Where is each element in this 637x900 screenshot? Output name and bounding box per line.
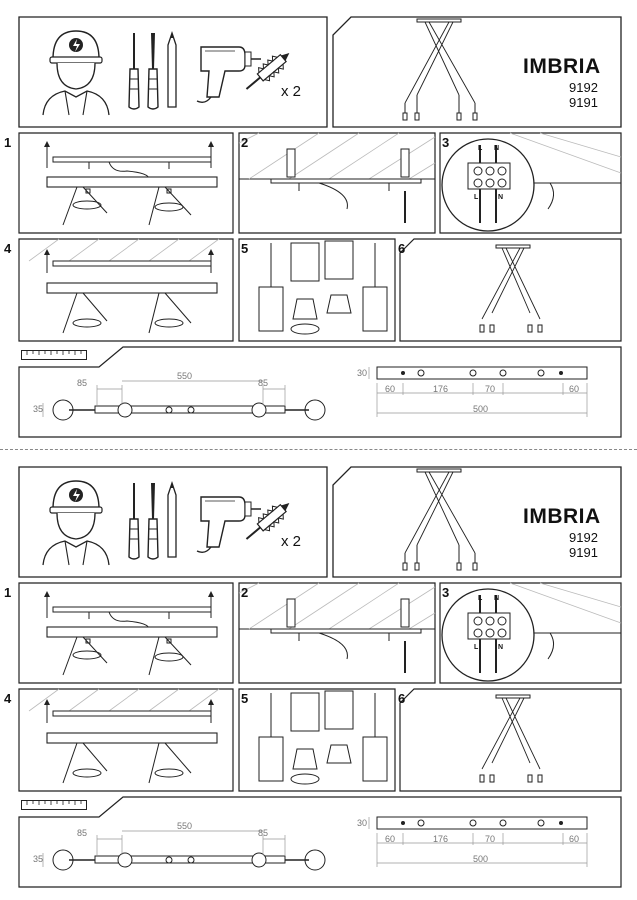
step-5-panel [239,239,395,341]
step-4-number: 4 [4,691,12,706]
pencil-icon [166,33,178,109]
step-1-frame [19,583,233,683]
step-6-frame [400,689,621,791]
terminal-label-n-top: N [494,145,500,152]
dim-seg1: 60 [385,384,396,394]
dim-seg3: 70 [485,834,496,844]
dim-seg1: 60 [385,834,396,844]
dim-side-left: 85 [77,828,88,838]
dim-seg3: 70 [485,384,496,394]
step-2-panel [239,583,435,683]
step-1-panel [4,583,233,683]
flat-screwdriver-icon [146,33,160,111]
dim-side-right: 85 [258,828,269,838]
step-1-frame [19,133,233,233]
dim-height-left: 35 [33,854,44,864]
step-4-frame [19,239,233,341]
step-4-panel [4,689,233,791]
step-6-frame [400,239,621,341]
step-5-frame [239,689,395,791]
step-5-number: 5 [241,691,249,706]
step-6-panel [400,689,621,791]
step-2-frame [239,133,435,233]
step-6-number: 6 [398,691,406,706]
step-4-number: 4 [4,241,12,256]
step-2-number: 2 [241,135,249,150]
dim-canopy-length: 500 [473,404,489,414]
terminal-label-l-bottom: L [474,644,479,651]
product-code-2: 9191 [569,95,598,110]
terminal-label-l-bottom: L [474,194,479,201]
step-3-number: 3 [442,585,450,600]
product-code-1: 9192 [569,530,598,545]
step-5-number: 5 [241,241,249,256]
dimensions-frame [19,347,621,437]
dim-height-left: 35 [33,404,44,414]
dim-side-right: 85 [258,378,269,388]
dimensions-frame [19,797,621,887]
terminal-label-n-bottom: N [498,194,504,201]
dim-seg2: 176 [433,834,449,844]
instruction-panel-set-2 [0,450,637,900]
product-name: IMBRIA [523,55,601,78]
dim-seg4: 60 [569,384,580,394]
step-6-panel [400,239,621,341]
step-3-frame [440,133,621,233]
pendant-lamp-icon [401,17,491,125]
screw-quantity: x 2 [281,83,302,100]
terminal-label-l-top: L [478,595,483,602]
phillips-screwdriver-icon [127,33,141,111]
dim-canopy-height: 30 [357,818,368,828]
step-6-number: 6 [398,241,406,256]
screw-quantity: x 2 [281,533,302,550]
dimensions-panel [19,347,621,437]
terminal-label-n-top: N [494,595,500,602]
step-5-frame [239,239,395,341]
dimensions-panel [19,797,621,887]
product-panel [333,17,621,127]
step-5-panel [239,689,395,791]
terminal-label-n-bottom: N [498,644,504,651]
step-3-number: 3 [442,135,450,150]
step-1-number: 1 [4,135,12,150]
step-3-panel [440,583,621,683]
phillips-screwdriver-icon [127,483,141,561]
step-3-frame [440,583,621,683]
step-4-frame [19,689,233,791]
pendant-lamp-icon [401,467,491,575]
dim-total-span: 550 [177,371,193,381]
step-1-number: 1 [4,585,12,600]
step-2-number: 2 [241,585,249,600]
dim-total-span: 550 [177,821,193,831]
step-3-panel [440,133,621,233]
step-1-panel [4,133,233,233]
step-2-panel [239,133,435,233]
dim-canopy-length: 500 [473,854,489,864]
tools-panel [19,467,327,577]
dim-canopy-height: 30 [357,368,368,378]
product-panel [333,467,621,577]
product-code-1: 9192 [569,80,598,95]
step-2-frame [239,583,435,683]
flat-screwdriver-icon [146,483,160,561]
dim-seg4: 60 [569,834,580,844]
pencil-icon [166,483,178,559]
tools-panel [19,17,327,127]
dim-side-left: 85 [77,378,88,388]
cut-line [0,449,637,450]
dim-seg2: 176 [433,384,449,394]
product-code-2: 9191 [569,545,598,560]
electrician-icon [41,25,111,115]
step-4-panel [4,239,233,341]
electrician-icon [41,475,111,565]
terminal-label-l-top: L [478,145,483,152]
product-name: IMBRIA [523,505,601,528]
